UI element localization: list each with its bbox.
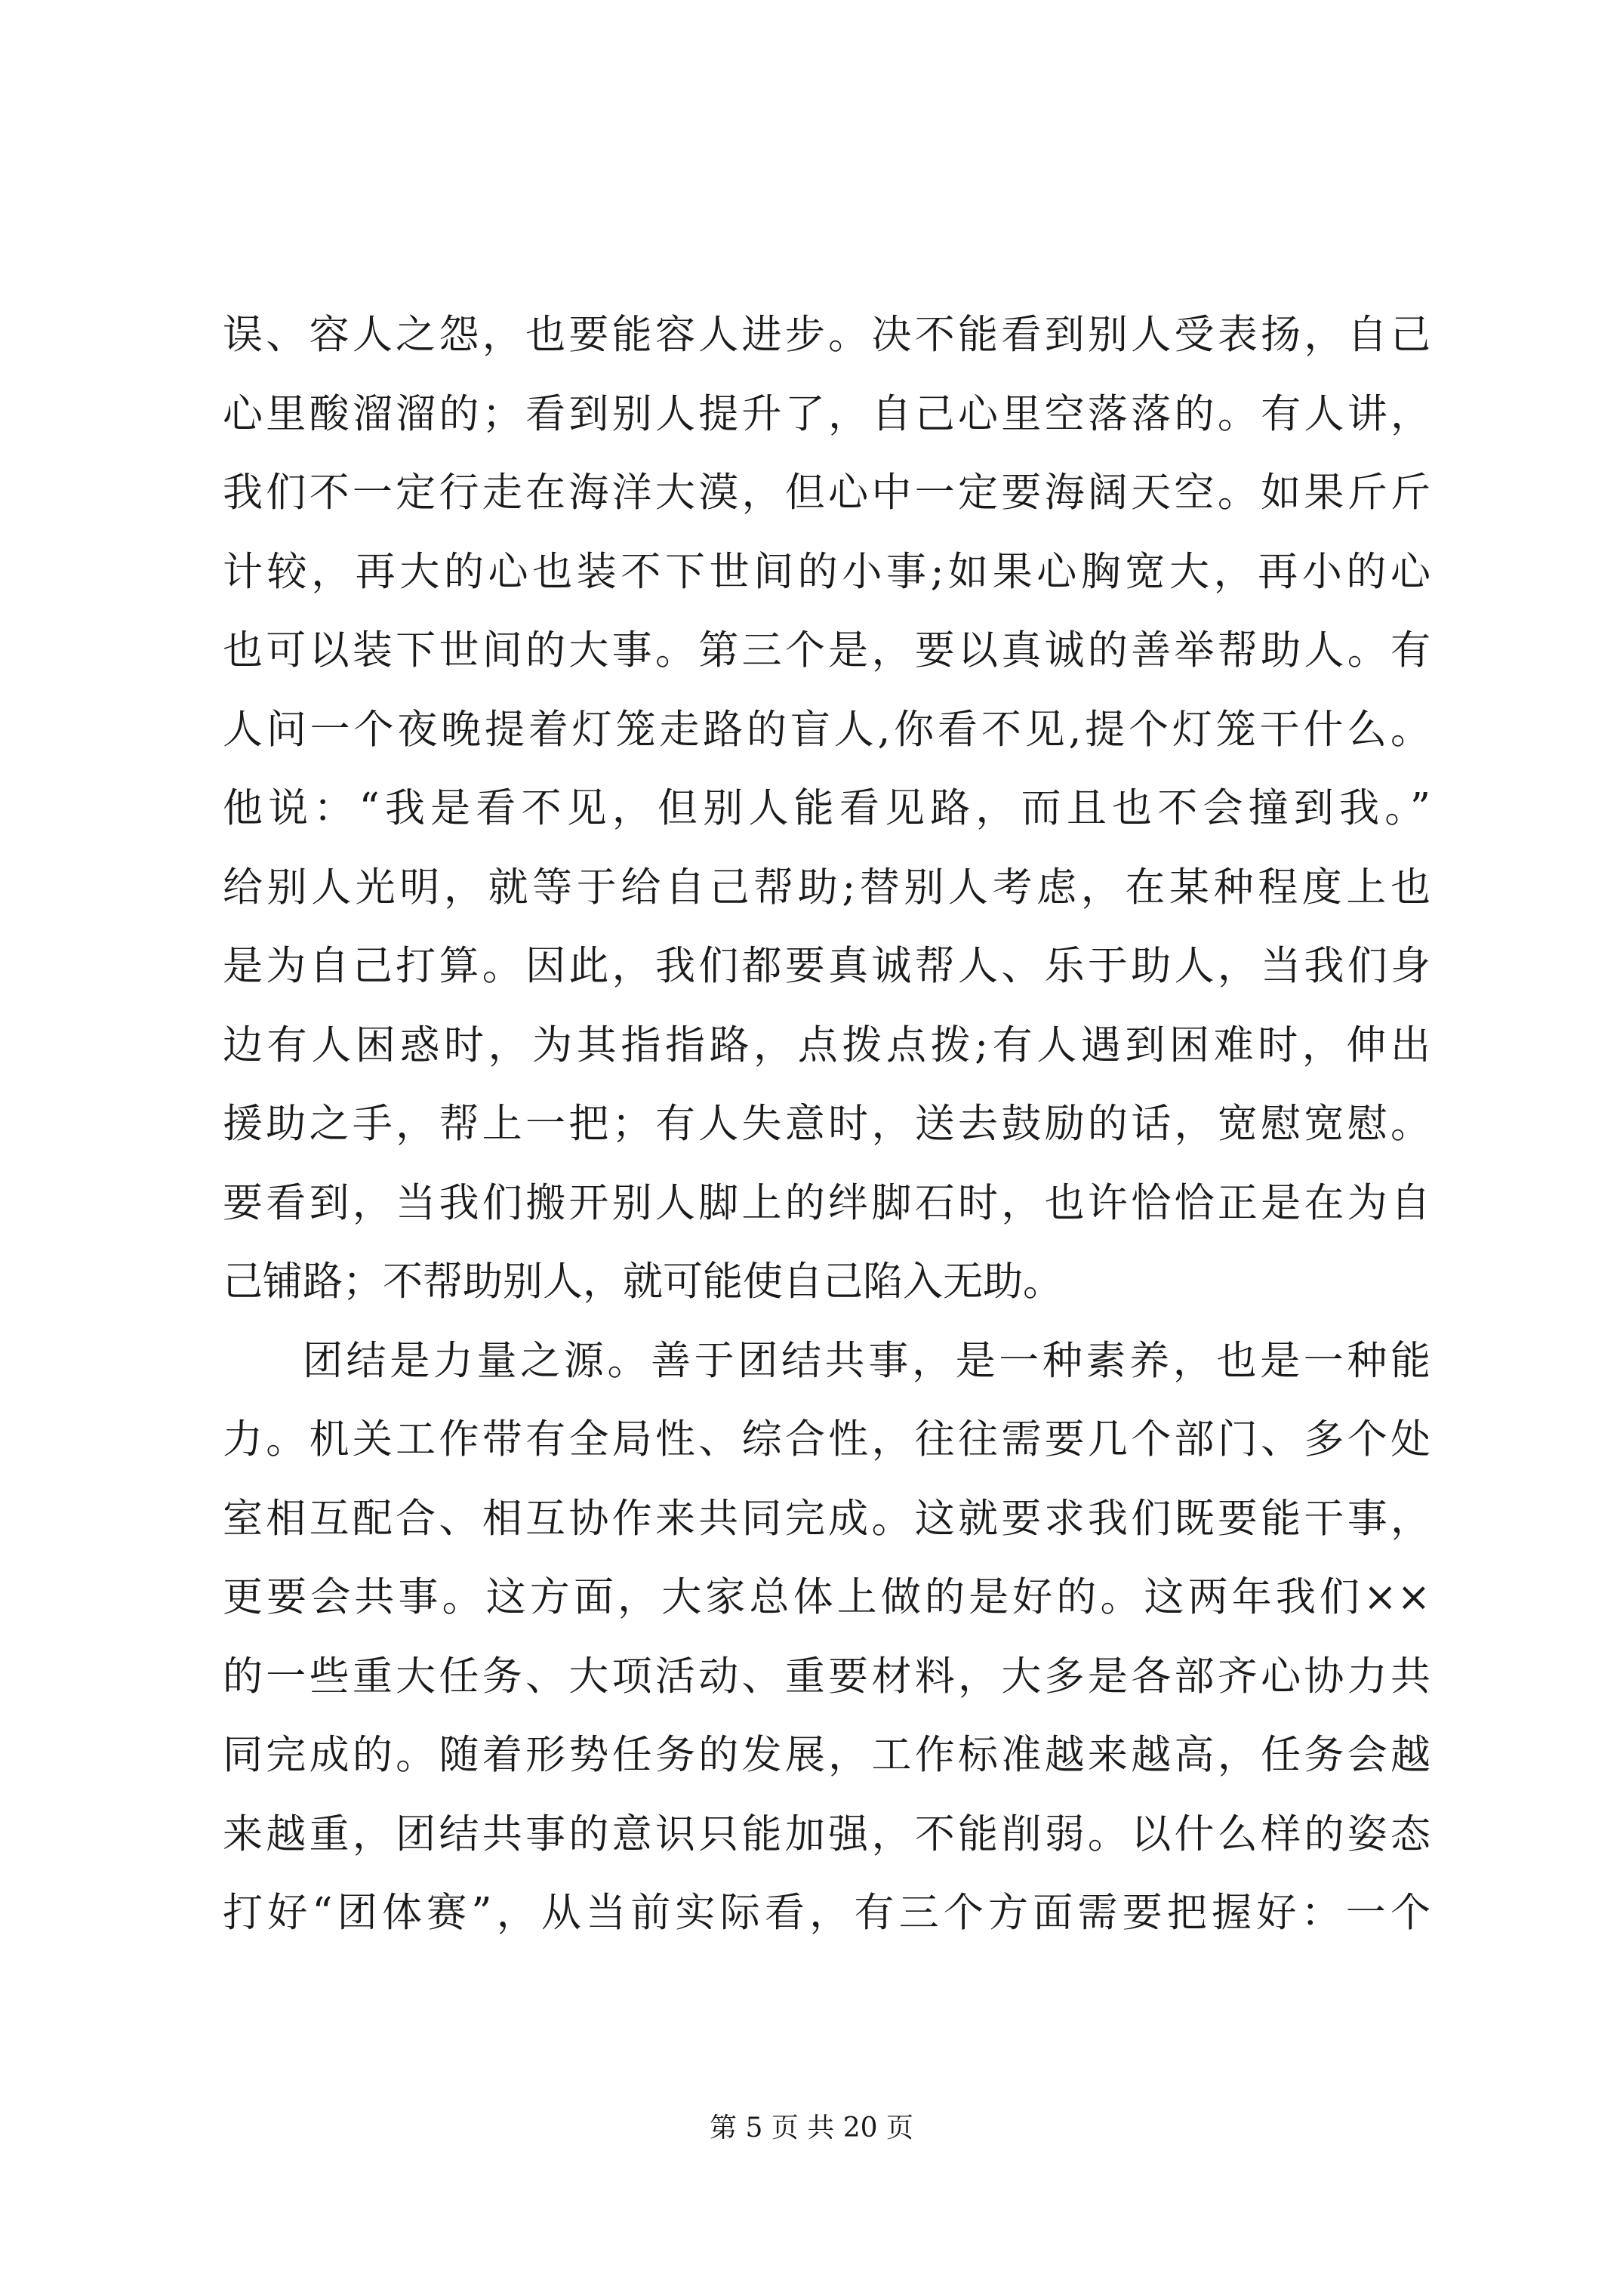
text-line: 要看到，当我们搬开别人脚上的绊脚石时，也许恰恰正是在为自 <box>223 1179 1431 1226</box>
text-line: 同完成的。随着形势任务的发展，工作标准越来越高，任务会越 <box>223 1732 1431 1778</box>
text-line: 计较，再大的心也装不下世间的小事;如果心胸宽大，再小的心 <box>223 548 1431 595</box>
text-line: 也可以装下世间的大事。第三个是，要以真诚的善举帮助人。有 <box>223 627 1431 673</box>
body-text <box>223 296 1431 1953</box>
text-line: 他说：“我是看不见，但别人能看见路，而且也不会撞到我。” <box>223 785 1431 831</box>
text-line: 误、容人之怨，也要能容人进步。决不能看到别人受表扬，自己 <box>223 312 1431 358</box>
text-line: 心里酸溜溜的；看到别人提升了，自己心里空落落的。有人讲， <box>223 390 1431 437</box>
text-line: 更要会共事。这方面，大家总体上做的是好的。这两年我们×× <box>223 1574 1431 1620</box>
text-line: 力。机关工作带有全局性、综合性，往往需要几个部门、多个处 <box>223 1416 1431 1462</box>
text-line: 是为自己打算。因此，我们都要真诚帮人、乐于助人，当我们身 <box>223 943 1431 989</box>
text-line: 己铺路；不帮助别人，就可能使自己陷入无助。 <box>223 1259 1063 1305</box>
text-line: 来越重，团结共事的意识只能加强，不能削弱。以什么样的姿态 <box>223 1811 1431 1857</box>
text-line: 的一些重大任务、大项活动、重要材料，大多是各部齐心协力共 <box>223 1653 1431 1700</box>
text-line: 援助之手，帮上一把；有人失意时，送去鼓励的话，宽慰宽慰。 <box>223 1101 1431 1147</box>
text-line: 打好“团体赛”，从当前实际看，有三个方面需要把握好：一个 <box>223 1890 1431 1936</box>
text-line: 人问一个夜晚提着灯笼走路的盲人,你看不见,提个灯笼干什么。 <box>223 706 1431 753</box>
page-footer <box>0 2106 1623 2145</box>
text-line: 我们不一定行走在海洋大漠，但心中一定要海阔天空。如果斤斤 <box>223 470 1431 516</box>
page-number-label: 第 5 页 共 20 页 <box>710 2113 913 2143</box>
text-line: 边有人困惑时，为其指指路，点拨点拨;有人遇到困难时，伸出 <box>223 1022 1431 1068</box>
text-line: 团结是力量之源。善于团结共事，是一种素养，也是一种能 <box>303 1337 1431 1384</box>
text-line: 室相互配合、相互协作来共同完成。这就要求我们既要能干事， <box>223 1495 1431 1542</box>
text-line: 给别人光明，就等于给自己帮助;替别人考虑，在某种程度上也 <box>223 864 1431 911</box>
